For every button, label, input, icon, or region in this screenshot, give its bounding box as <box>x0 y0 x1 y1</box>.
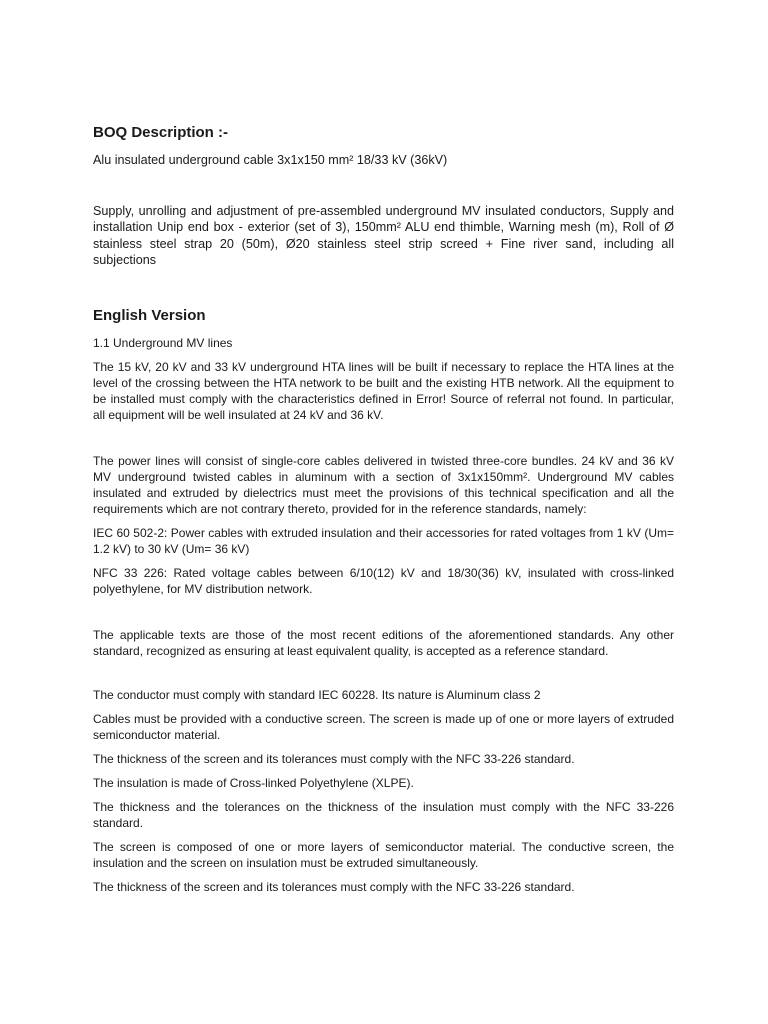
paragraph-applicable-texts: The applicable texts are those of the most recent editions of the aforementioned standards. Any other standard, recognized as ensuring at least equivalent quality, is accepted as a reference standard. <box>93 627 674 658</box>
boq-subtitle: Alu insulated underground cable 3x1x150 mm² 18/33 kV (36kV) <box>93 153 448 167</box>
paragraph-insulation-material: The insulation is made of Cross-linked Polyethylene (XLPE). <box>93 775 414 790</box>
paragraph-hta-lines: The 15 kV, 20 kV and 33 kV underground HTA lines will be built if necessary to replace the HTA lines at the level of the crossing between the HTA network to be built and the existing HTB network. All the equipment to be installed must comply with the characteristics defined in Error! Source of referral not found. In particular, all equipment will be well insulated at 24 kV and 36 kV. <box>93 359 674 422</box>
paragraph-power-lines: The power lines will consist of single-core cables delivered in twisted three-core bundles. 24 kV and 36 kV MV underground twisted cables in aluminum with a section of 3x1x150mm². Underground MV cables insulated and extruded by dielectrics must meet the provisions of this technical specification and all the requirements which are not contrary thereto, provided for in the reference standards, namely: <box>93 453 674 516</box>
paragraph-screen-thickness: The thickness of the screen and its tolerances must comply with the NFC 33-226 standard. <box>93 751 575 766</box>
paragraph-insulation-thickness: The thickness and the tolerances on the thickness of the insulation must comply with the NFC 33-226 standard. <box>93 799 674 830</box>
paragraph-screen-composition: The screen is composed of one or more layers of semiconductor material. The conductive screen, the insulation and the screen on insulation must be extruded simultaneously. <box>93 839 674 870</box>
paragraph-conductor: The conductor must comply with standard IEC 60228. Its nature is Aluminum class 2 <box>93 687 541 702</box>
boq-body: Supply, unrolling and adjustment of pre-assembled underground MV insulated conductors, Supply and installation Unip end box - exterior (set of 3), 150mm² ALU end thimble, Warning mesh (m), Roll of Ø stainless steel strap 20 (50m), Ø20 stainless steel strip screed + Fine river sand, including all subjections <box>93 203 674 267</box>
document-page <box>93 0 674 895</box>
paragraph-iec-standard: IEC 60 502-2: Power cables with extruded insulation and their accessories for rated voltages from 1 kV (Um= 1.2 kV) to 30 kV (Um= 36 kV) <box>93 525 674 556</box>
boq-heading: BOQ Description :- <box>93 124 229 141</box>
paragraph-screen-tolerances: The thickness of the screen and its tolerances must comply with the NFC 33-226 standard. <box>93 879 575 894</box>
section-title: 1.1 Underground MV lines <box>93 335 233 350</box>
paragraph-conductive-screen: Cables must be provided with a conductive screen. The screen is made up of one or more layers of extruded semiconductor material. <box>93 711 674 742</box>
english-version-heading: English Version <box>93 306 206 324</box>
paragraph-nfc-standard: NFC 33 226: Rated voltage cables between 6/10(12) kV and 18/30(36) kV, insulated with cross-linked polyethylene, for MV distribution network. <box>93 565 674 596</box>
